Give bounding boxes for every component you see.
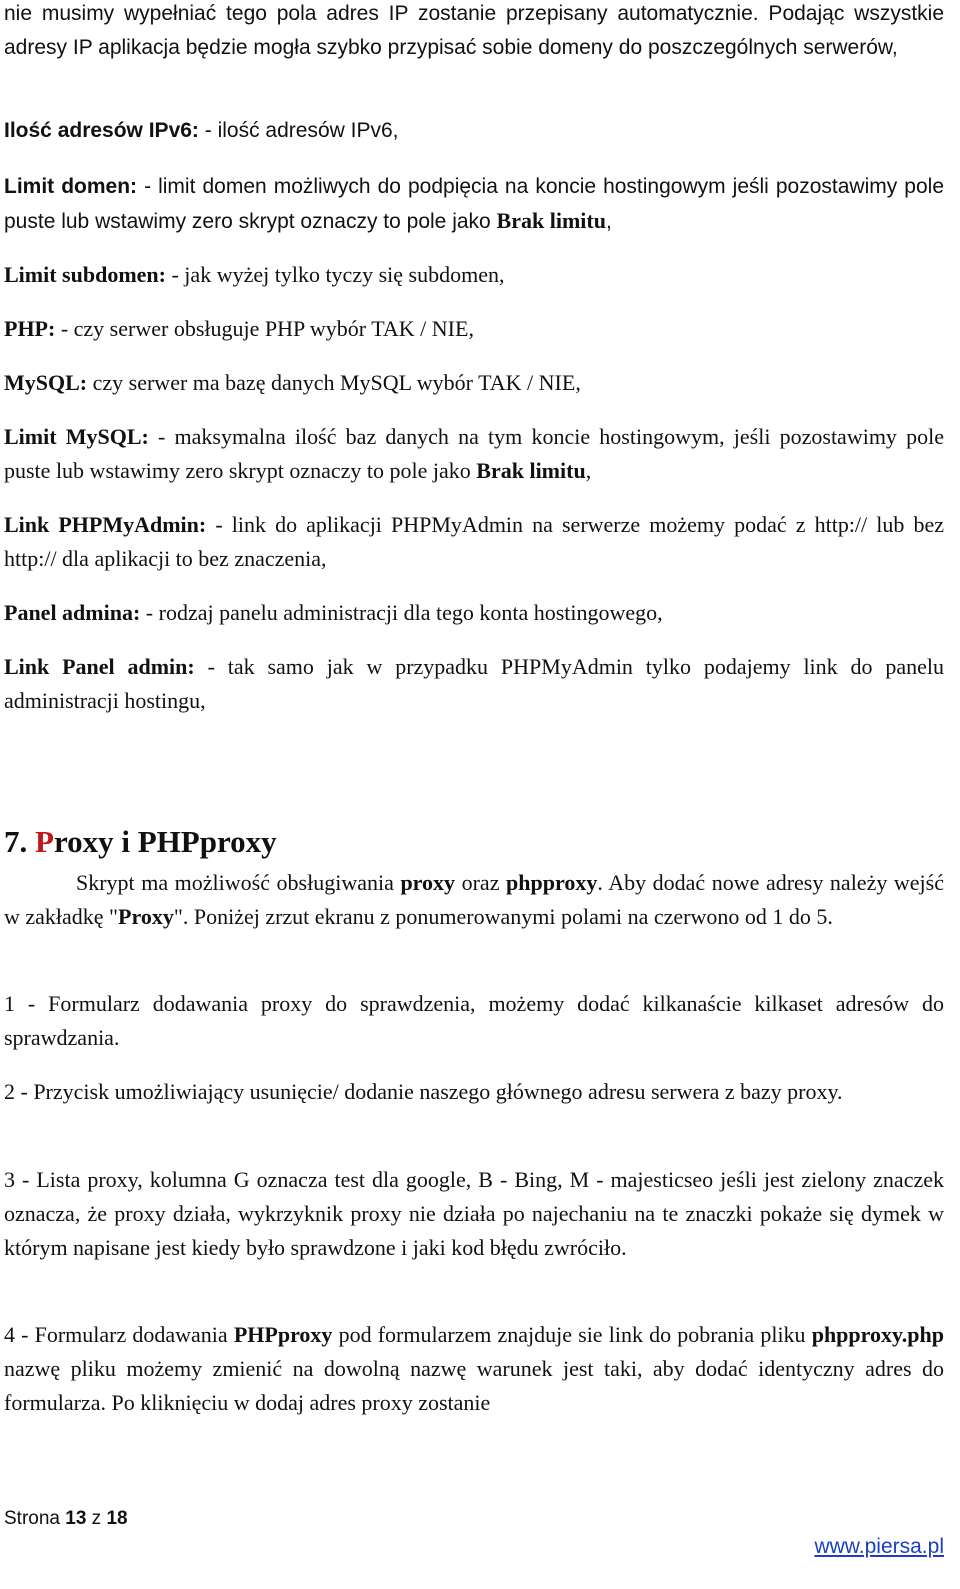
punctuation: , — [605, 210, 612, 233]
field-description: - tak samo jak w przypadku PHPMyAdmin tylko podajemy link do panelu administracji hostingu, — [4, 654, 944, 713]
field-description: - limit domen możliwych do podpięcia na koncie hostingowym jeśli pozostawimy pole puste lub wstawimy zero skrypt oznaczy to pole jako — [4, 175, 944, 233]
field-label: Limit domen: — [4, 175, 138, 198]
field-limit-domen — [4, 170, 944, 239]
field-php — [4, 312, 944, 346]
list-item-1 — [4, 987, 944, 1055]
section-heading — [4, 822, 277, 862]
intro-tab-name: Proxy — [118, 904, 174, 929]
field-limit-subdomen — [4, 258, 944, 292]
list-item-text: 2 - Przycisk umożliwiający usunięcie/ dodanie naszego głównego adresu serwera z bazy proxy. — [4, 1079, 843, 1104]
field-description: - jak wyżej tylko tyczy się subdomen, — [165, 262, 505, 287]
intro-text: . Aby dodać nowe adresy należy wejść w zakładkę " — [4, 870, 944, 929]
list-item-text: nazwę pliku możemy zmienić na dowolną nazwę warunek jest taki, aby dodać identyczny adres do formularza. Po kliknięciu w dodaj adres proxy zostanie — [4, 1356, 944, 1415]
page-number-label: Strona — [4, 1508, 66, 1529]
field-label: Ilość adresów IPv6: — [4, 119, 199, 142]
field-ipv6 — [4, 114, 944, 148]
field-label: Limit subdomen: — [4, 262, 166, 287]
list-item-text: pod formularzem znajduje sie link do pobrania pliku — [332, 1322, 812, 1347]
list-item-text: 1 - Formularz dodawania proxy do sprawdzenia, możemy dodać kilkanaście kilkaset adresów do sprawdzania. — [4, 991, 944, 1050]
paragraph-ip-intro — [4, 0, 944, 65]
phpproxy-term: PHPproxy — [233, 1322, 333, 1347]
field-description: czy serwer ma bazę danych MySQL wybór TAK / NIE, — [87, 370, 581, 395]
brak-limitu-text: Brak limitu — [496, 208, 606, 233]
field-label: Link Panel admin: — [4, 654, 195, 679]
list-item-4 — [4, 1318, 944, 1420]
page-total: 18 — [106, 1508, 128, 1529]
page-number — [4, 1508, 128, 1530]
field-label: MySQL: — [4, 370, 88, 395]
intro-phpproxy: phpproxy — [506, 870, 598, 895]
field-description: - czy serwer obsługuje PHP wybór TAK / NIE, — [55, 316, 474, 341]
intro-text: ". Poniżej zrzut ekranu z ponumerowanymi polami na czerwono od 1 do 5. — [173, 904, 833, 929]
field-link-panel-admin — [4, 650, 944, 718]
paragraph-text: nie musimy wypełniać tego pola adres IP zostanie przepisany automatycznie. Podając wszystkie adresy IP aplikacja będzie mogła szybko przypisać sobie domeny do poszczególnych serwerów, — [4, 2, 944, 59]
field-description: - ilość adresów IPv6, — [198, 119, 399, 142]
field-link-phpmyadmin — [4, 508, 944, 576]
intro-text: oraz — [455, 870, 507, 895]
field-mysql — [4, 366, 944, 400]
list-item-text: 4 - Formularz dodawania — [4, 1322, 234, 1347]
field-label: PHP: — [4, 316, 56, 341]
field-description: - link do aplikacji PHPMyAdmin na serwerze możemy podać z http:// lub bez http:// dla aplikacji to bez znaczenia, — [4, 512, 944, 571]
field-label: Limit MySQL: — [4, 424, 149, 449]
intro-text: Skrypt ma możliwość obsługiwania — [76, 870, 401, 895]
field-panel-admina — [4, 596, 944, 630]
field-label: Link PHPMyAdmin: — [4, 512, 207, 537]
section-number: 7. — [4, 824, 35, 859]
section-title: roxy i PHPproxy — [53, 824, 277, 859]
intro-proxy: proxy — [400, 870, 456, 895]
list-item-3 — [4, 1163, 944, 1265]
section-title-initial: P — [35, 824, 54, 859]
field-label: Panel admina: — [4, 600, 141, 625]
section-intro — [4, 866, 944, 934]
field-description: - rodzaj panelu administracji dla tego konta hostingowego, — [140, 600, 663, 625]
file-name: phpproxy.php — [811, 1322, 945, 1347]
field-limit-mysql — [4, 420, 944, 488]
brak-limitu-text: Brak limitu — [476, 458, 586, 483]
list-item-2 — [4, 1075, 944, 1109]
list-item-text: 3 - Lista proxy, kolumna G oznacza test dla google, B - Bing, M - majesticseo jeśli jest zielony znaczek oznacza, że proxy działa, wykrzyknik proxy nie działa po najechaniu na te znaczki pokaże się dymek w którym napisane jest kiedy było sprawdzone i jaki kod błędu zwróciło. — [4, 1167, 944, 1260]
page-number-separator: z — [86, 1508, 107, 1529]
website-link[interactable]: www.piersa.pl — [814, 1535, 944, 1558]
punctuation: , — [585, 458, 592, 483]
field-description: - maksymalna ilość baz danych na tym koncie hostingowym, jeśli pozostawimy pole puste lub wstawimy zero skrypt oznaczy to pole jako — [4, 424, 944, 483]
page-current: 13 — [65, 1508, 87, 1529]
